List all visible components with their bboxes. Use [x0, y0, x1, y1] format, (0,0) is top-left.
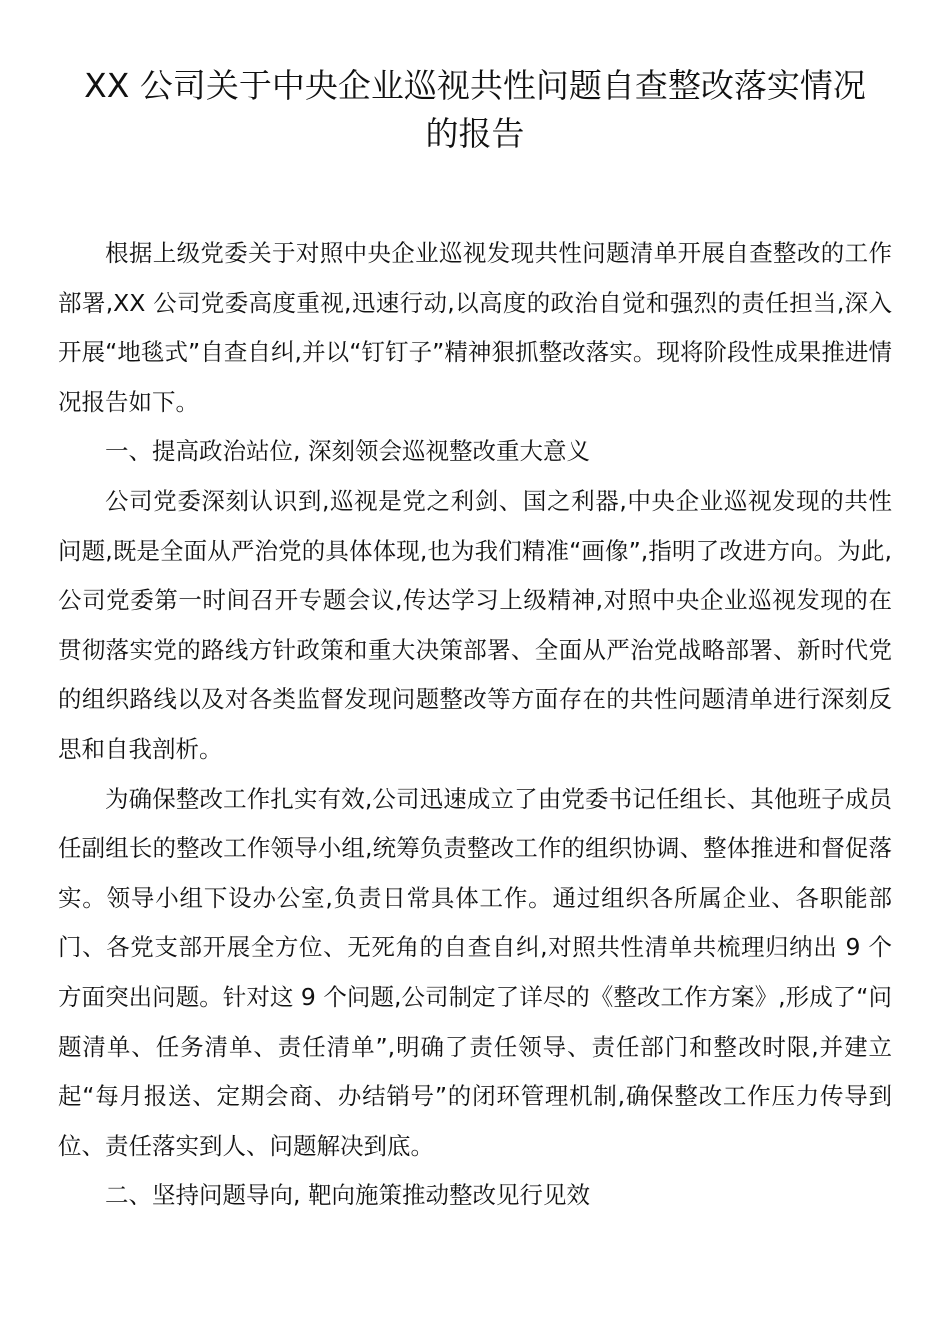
body-paragraph: 为确保整改工作扎实有效,公司迅速成立了由党委书记任组长、其他班子成员任副组长的整改工作领导小组,统筹负责整改工作的组织协调、整体推进和督促落实。领导小组下设办公室,负责日常具体工作。通过组织各所属企业、各职能部门、各党支部开展全方位、无死角的自查自纠,对照共性清单共梳理归纳出 9 个方面突出问题。针对这 9 个问题,公司制定了详尽的《整改工作方案》,形成了“问题清单、任务清单、责任清单”,明确了责任领导、责任部门和整改时限,并建立起“每月报送、定期会商、办结销号”的闭环管理机制,确保整改工作压力传导到位、责任落实到人、问题解决到底。 — [58, 784, 892, 1160]
section-heading-2: 二、坚持问题导向, 靶向施策推动整改见行见效 — [105, 1181, 590, 1210]
document-body — [58, 229, 892, 1221]
title-line-1: XX 公司关于中央企业巡视共性问题自查整改落实情况 — [84, 66, 866, 105]
body-paragraph: 公司党委深刻认识到,巡视是党之利剑、国之利器,中央企业巡视发现的共性问题,既是全面从严治党的具体体现,也为我们精准“画像”,指明了改进方向。为此,公司党委第一时间召开专题会议,传达学习上级精神,对照中央企业巡视发现的在贯彻落实党的路线方针政策和重大决策部署、全面从严治党战略部署、新时代党的组织路线以及对各类监督发现问题整改等方面存在的共性问题清单进行深刻反思和自我剖析。 — [58, 486, 892, 763]
section-heading-1: 一、提高政治站位, 深刻领会巡视整改重大意义 — [105, 437, 590, 466]
title-line-2: 的报告 — [425, 114, 525, 153]
intro-paragraph: 根据上级党委关于对照中央企业巡视发现共性问题清单开展自查整改的工作部署,XX 公司党委高度重视,迅速行动,以高度的政治自觉和强烈的责任担当,深入开展“地毯式”自查自纠,并以“钉钉子”精神狠抓整改落实。现将阶段性成果推进情况报告如下。 — [58, 239, 892, 416]
document-title — [58, 62, 892, 158]
